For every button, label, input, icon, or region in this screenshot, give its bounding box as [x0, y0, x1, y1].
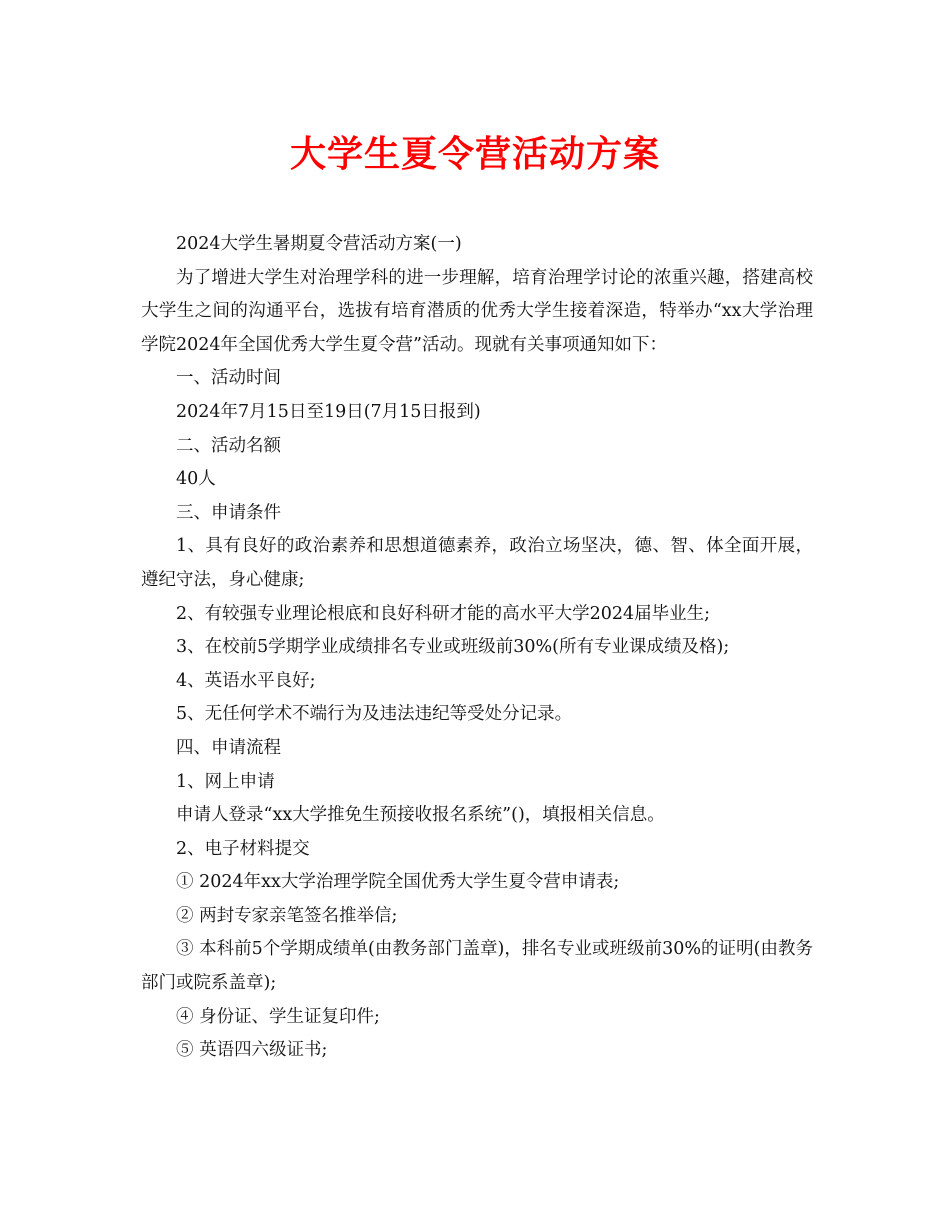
condition-item-5: 5、无任何学术不端行为及违法违纪等受处分记录。	[176, 704, 573, 725]
paragraph-intro: 为了增进大学生对治理学科的进一步理解，培育治理学讨论的浓重兴趣，搭建高校大学生之间的沟通平台，选拔有培育潜质的优秀大学生接着深造，特举办“xx大学治理学院2024年全国优秀大学生夏令营”活动。现就有关事项通知如下：	[141, 267, 813, 355]
process-step-materials: 2、电子材料提交	[176, 838, 310, 859]
material-item-3: ③ 本科前5个学期成绩单(由教务部门盖章)，排名专业或班级前30%的证明(由教务部门或院系盖章);	[141, 939, 813, 994]
condition-item-1: 1、具有良好的政治素养和思想道德素养，政治立场坚决，德、智、体全面开展，遵纪守法，身心健康;	[141, 536, 813, 590]
section-heading-conditions: 三、申请条件	[176, 502, 281, 523]
document-title: 大学生夏令营活动方案	[289, 133, 660, 175]
paragraph-quota: 40人	[176, 469, 216, 490]
material-item-1: ① 2024年xx大学治理学院全国优秀大学生夏令营申请表;	[176, 872, 620, 893]
section-heading-quota: 二、活动名额	[176, 435, 281, 456]
material-item-5: ⑤ 英语四六级证书;	[176, 1040, 328, 1061]
paragraph-plan-subtitle: 2024大学生暑期夏令营活动方案(一)	[176, 234, 462, 254]
process-step-online: 1、网上申请	[176, 771, 275, 792]
material-item-4: ④ 身份证、学生证复印件;	[176, 1006, 380, 1027]
paragraph-time: 2024年7月15日至19日(7月15日报到)	[176, 401, 481, 422]
condition-item-3: 3、在校前5学期学业成绩排名专业或班级前30%(所有专业课成绩及格);	[176, 637, 730, 658]
document-body	[141, 228, 813, 1068]
condition-item-4: 4、英语水平良好;	[176, 670, 316, 691]
condition-item-2: 2、有较强专业理论根底和良好科研才能的高水平大学2024届毕业生;	[176, 603, 711, 624]
material-item-2: ② 两封专家亲笔签名推举信;	[176, 905, 398, 926]
paragraph-online-apply: 申请人登录“xx大学推免生预接收报名系统”()，填报相关信息。	[176, 805, 665, 826]
section-heading-time: 一、活动时间	[176, 368, 281, 389]
section-heading-process: 四、申请流程	[176, 737, 281, 758]
